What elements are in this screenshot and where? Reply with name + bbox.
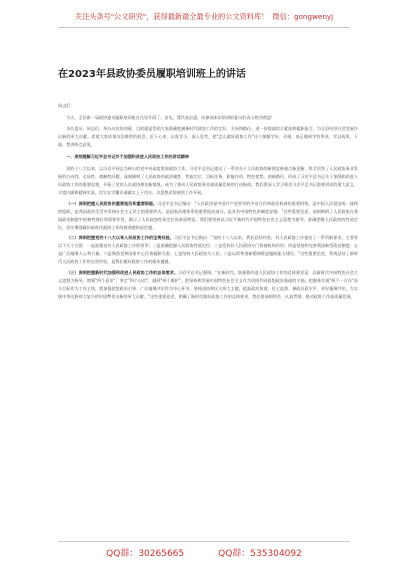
- section1-paragraph: 党的十八大以来，以习近平同志为核心的党中央高度重视政协工作。习近平总书记提出了一系列关于人民政协的新理念新观点新论断，科学回答了人民政协事业发展的方向性、全局性、战略性问题，深刻阐明了人民政协的政治属性、性质定位、目标任务、职能作用、特色优势、创新路径，形成了习近平总书记关于加强和改进人民政协工作的重要思想，开拓了党的人民政协理论新境界，成为了推动人民政协事业高质量发展的行动指南。我们要深入学习领会习近平总书记重要讲话的重大意义、丰富内涵和精神实质，切实在学懂弄通做实上下功夫，以思想武装统领工作开展。: [58, 165, 358, 195]
- intro-paragraph-1: 今天，全县新一届政协委员履职培训班在这里开班了。首先，我代表县委，向参加本次培训的委员们表示热烈欢迎！: [66, 115, 275, 120]
- footer-qq-groups: [58, 546, 350, 562]
- section-heading-1: 一、深刻理解习近平总书记关于加强和改进人民政协工作的讲话精神: [66, 153, 189, 159]
- qq-group-2: QQ群：535304092: [218, 549, 302, 559]
- promo-banner: [24, 8, 384, 26]
- sub-item-3-heading: （三）深刻把握新时代加强和改进人民政协工作的总体要求。: [66, 270, 179, 276]
- footer-divider: [58, 541, 350, 542]
- sub-item-2-heading: （二）深刻把握党的十八大以来人民政协工作的宝贵经验。: [66, 235, 174, 241]
- salutation: 同志们：: [58, 103, 75, 108]
- sub-item-3: [58, 269, 358, 301]
- sub-item-2: [58, 234, 358, 266]
- sub-item-3-text: 习近平总书记强调，"在新时代，加强和改进人民政协工作的总体要求是：以新时代中国特色社会主义思想为指导，增强"四个意识"，坚定"四个自信"，做到"两个维护"，把坚持和发展中国特色社会主义作为巩固共同思想政治基础的主轴，把服务实现"两个一百年"奋斗目标作为工作主线，把加强思想政治引领、广泛凝聚共识作为中心环节，坚持团结和民主两大主题，提高政治协商、民主监督、参政议政水平，更好凝聚共识，为实现中华民族伟大复兴的中国梦作出新的更大贡献。"这些重要论述，明确了新时代做好政协工作的总体要求，我们要深刻领会、认真贯彻，推动政协工作高质量发展。: [58, 270, 358, 300]
- banner-text: 关注头条号"公文研究"，获得最新最全最专业的公文资料库！: [74, 12, 269, 21]
- document-body: [58, 102, 358, 304]
- sub-item-1-text: 习近平总书记指出："人民政协是中国共产党领导的多党合作和政治协商的重要机构，是中国人民爱国统一战线的组织，是我国政治生活中发扬社会主义民主的重要形式，是国家治理体系的重要组成部分，是具有中国特色的制度安排。"这些重要论述，深刻阐明了人民政协在我国政治制度中的独特地位和重要作用，揭示了人民政协性质定位的本质特征。我们要坚持以习近平新时代中国特色社会主义思想为指导，准确把握人民政协的性质定位，切实增强做好新时代政协工作的使命感和责任感。: [58, 200, 358, 230]
- sub-item-1: [58, 200, 358, 232]
- qq-group-1: QQ群：30265665: [106, 549, 185, 559]
- intro-paragraph-2: 各位委员、同志们，举办这次培训班，目的就是帮助大家准确把握新时代政协工作的定位、方向和路径，进一步提高综合素质和履职能力，为全县经济社会发展作出新的更大贡献。希望大家珍惜这次难得的机会，沉下心来、认真学习、深入思考，把"怎么做好政协工作"这个课题学好、弄通，真正做到学有所获、学以致用。下面，我讲两点意见。: [58, 125, 358, 147]
- document-title: 在2023年县政协委员履职培训班上的讲话: [58, 69, 246, 80]
- header-divider: [58, 27, 350, 28]
- sub-item-2-text: 习近平总书记指出："党的十八大以来，我们总结经验，对人民政协工作提出了一系列新要求，主要有以下几个方面：一是加强党对人民政协工作的领导；二是准确把握人民政协性质定位；三是发挥好人民政协专门协商机构作用；四是坚持和完善我国新型政党制度；五是广泛凝聚人心和力量；六是聚焦党和国家中心任务履职尽责；七是坚持人民政协为人民；八是以改革创新精神推进履职能力建设。"这些重要论述，系统总结了新时代人民政协工作的宝贵经验，是我们做好政协工作的根本遵循。: [58, 235, 358, 265]
- wechat-text: 微信：gongwenyj: [272, 12, 334, 21]
- sub-item-1-heading: （一）深刻把握人民政协的重要地位和重要职能。: [66, 200, 158, 206]
